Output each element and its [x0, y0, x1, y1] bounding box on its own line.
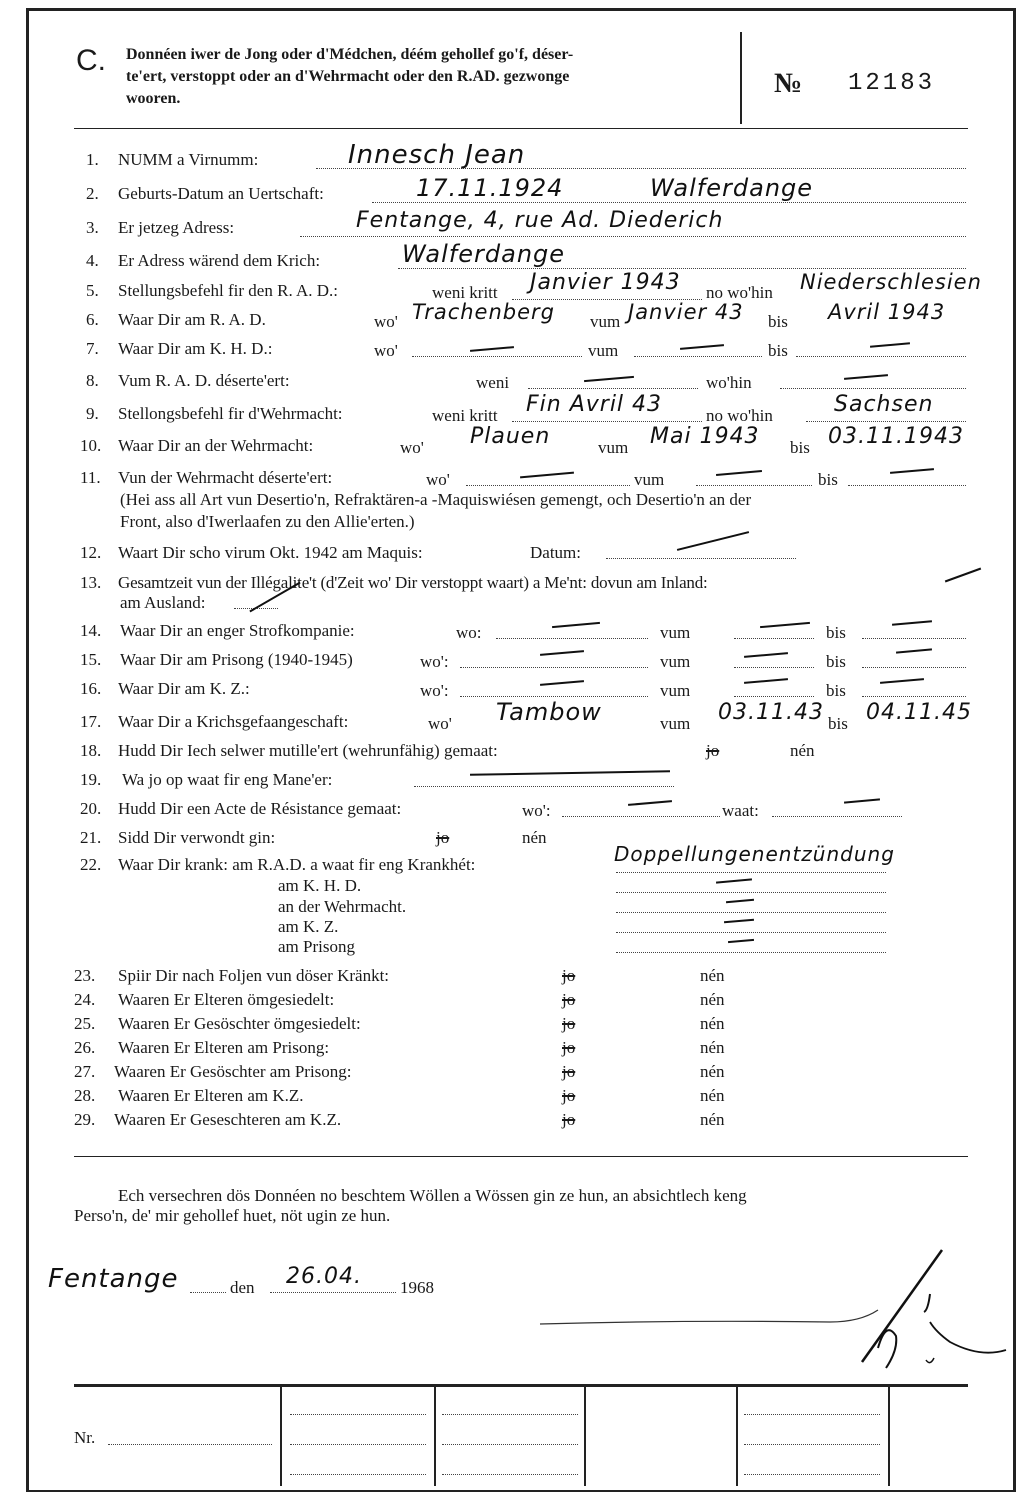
declaration-line2: Perso'n, de' mir gehollef huet, nöt ugin ze hun.: [74, 1206, 391, 1225]
q15-label: Waar Dir am Prisong (1940-1945): [120, 650, 353, 669]
q17-wo: wo': [428, 714, 452, 733]
q14-bis: bis: [826, 623, 846, 642]
q9-weni: weni kritt: [432, 406, 498, 425]
q15-wo-line: [460, 667, 648, 668]
q28-nen: nén: [700, 1086, 725, 1105]
q17-num: 17.: [80, 712, 102, 731]
q10-label: Waar Dir an der Wehrmacht:: [118, 436, 314, 455]
q7-wo: wo': [374, 341, 398, 360]
q22-line: [616, 872, 886, 873]
q26-label: Waaren Er Elteren am Prisong:: [118, 1038, 330, 1057]
q27-jo: jo: [562, 1062, 576, 1081]
footer-cell-5-line3: [744, 1474, 880, 1475]
q10-bis: bis: [790, 438, 810, 457]
q10-bis-value: 03.11.1943: [828, 424, 964, 449]
q9-wohin-value: Sachsen: [834, 392, 934, 417]
q6-bis: bis: [768, 312, 788, 331]
q20-label: Hudd Dir een Acte de Résistance gemaat:: [118, 799, 402, 818]
place-line: [190, 1292, 226, 1293]
q22-kz-line: [616, 932, 886, 933]
header-rule: [74, 128, 968, 129]
q17-bis-value: 04.11.45: [866, 700, 972, 725]
footer-cell-2-line2: [290, 1444, 426, 1445]
q4-answer: Walferdange: [402, 240, 566, 268]
footer-col-3: [584, 1386, 586, 1486]
q10-num: 10.: [80, 436, 102, 455]
q6-num: 6.: [86, 310, 99, 329]
q14-wo: wo:: [456, 623, 482, 642]
footer-cell-3-line2: [442, 1444, 578, 1445]
q18-num: 18.: [80, 741, 102, 760]
q10-vum-value: Mai 1943: [650, 424, 760, 449]
q24-num: 24.: [74, 990, 96, 1009]
q7-bis-line: [796, 356, 966, 357]
signature-year: 1968: [400, 1278, 434, 1297]
section-letter: C.: [76, 44, 106, 77]
footer-col-1: [280, 1386, 282, 1486]
q3-line: [300, 236, 966, 237]
q16-vum: vum: [660, 681, 691, 700]
date-line: [270, 1292, 396, 1293]
q22-sub-wehrmacht: an der Wehrmacht.: [278, 897, 407, 916]
q9-wohin-line: [806, 421, 966, 422]
q19-line: [414, 786, 674, 787]
q20-wo-line: [562, 816, 720, 817]
q12-line: [606, 558, 796, 559]
q16-label: Waar Dir am K. Z.:: [118, 679, 250, 698]
q20-waat: waat:: [722, 801, 759, 820]
q16-bis: bis: [826, 681, 846, 700]
q4-line: [398, 268, 966, 269]
q24-jo: jo: [562, 990, 576, 1009]
q6-vum-value: Janvier 43: [628, 300, 744, 324]
footer-cell-5-line1: [744, 1414, 880, 1415]
q10-wo: wo': [400, 438, 424, 457]
q6-label: Waar Dir am R. A. D.: [118, 310, 266, 329]
q27-nen: nén: [700, 1062, 725, 1081]
q23-label: Spiir Dir nach Foljen vun döser Kränkt:: [118, 966, 390, 985]
footer-top-rule: [74, 1384, 968, 1387]
footer-nr-line: [108, 1444, 272, 1445]
q5-weni: weni kritt: [432, 283, 498, 302]
q15-bis-line: [862, 667, 966, 668]
q12-datum: Datum:: [530, 543, 581, 562]
footer-col-4: [736, 1386, 738, 1486]
q5-num: 5.: [86, 281, 99, 300]
q2-line: [372, 202, 966, 203]
q7-label: Waar Dir am K. H. D.:: [118, 339, 273, 358]
q11-bis-line: [848, 485, 966, 486]
q25-jo: jo: [562, 1014, 576, 1033]
q5-label: Stellungsbefehl fir den R. A. D.:: [118, 281, 339, 300]
q19-label: Wa jo op waat fir eng Mane'er:: [122, 770, 333, 789]
q27-num: 27.: [74, 1062, 96, 1081]
q22-answer: Doppellungenentzündung: [614, 842, 895, 866]
q2-label: Geburts-Datum an Uertschaft:: [118, 184, 324, 203]
q16-wo: wo':: [420, 681, 449, 700]
q16-num: 16.: [80, 679, 102, 698]
q15-wo: wo':: [420, 652, 449, 671]
q22-khd-line: [616, 892, 886, 893]
q22-label: Waar Dir krank: am R.A.D. a waat fir eng Krankhét:: [118, 855, 476, 874]
q29-label: Waaren Er Geseschteren am K.Z.: [114, 1110, 342, 1129]
q7-wo-line: [412, 356, 582, 357]
q23-jo: jo: [562, 966, 576, 985]
q26-nen: nén: [700, 1038, 725, 1057]
q9-wohin: no wo'hin: [706, 406, 773, 425]
q15-num: 15.: [80, 650, 102, 669]
footer-col-2: [434, 1386, 436, 1486]
q17-label: Waar Dir a Krichsgefaangeschaft:: [118, 712, 349, 731]
q5-wohin: no wo'hin: [706, 283, 773, 302]
q4-num: 4.: [86, 251, 99, 270]
q16-wo-line: [460, 696, 648, 697]
q12-label: Waart Dir scho virum Okt. 1942 am Maquis:: [118, 543, 423, 562]
header-title-line1: Donnéen iwer de Jong oder d'Médchen, déém gehollef go'f, déser-: [126, 46, 574, 63]
footer-cell-5-line2: [744, 1444, 880, 1445]
q16-bis-line: [862, 696, 966, 697]
q4-label: Er Adress wärend dem Krich:: [118, 251, 321, 270]
q26-num: 26.: [74, 1038, 96, 1057]
q8-num: 8.: [86, 371, 99, 390]
signature-place: Fentange: [48, 1264, 179, 1294]
q8-label: Vum R. A. D. déserte'ert:: [118, 371, 290, 390]
q12-num: 12.: [80, 543, 102, 562]
q17-wo-value: Tambow: [496, 698, 602, 726]
signature-den: den: [230, 1278, 255, 1297]
q27-label: Waaren Er Gesöschter am Prisong:: [114, 1062, 352, 1081]
q11-bis: bis: [818, 470, 838, 489]
q13-label2: am Ausland:: [120, 593, 206, 612]
q11-num: 11.: [80, 468, 101, 487]
q11-wo-line: [466, 485, 630, 486]
signature: [530, 1240, 1010, 1380]
q17-vum: vum: [660, 714, 691, 733]
footer-cell-2-line1: [290, 1414, 426, 1415]
q1-label: NUMM a Virnumm:: [118, 150, 259, 169]
q14-bis-line: [862, 638, 966, 639]
q2-date: 17.11.1924: [416, 174, 564, 202]
section-rule: [74, 1156, 968, 1157]
q8-weni-line: [528, 388, 698, 389]
q6-vum: vum: [590, 312, 621, 331]
q24-label: Waaren Er Elteren ömgesiedelt:: [118, 990, 335, 1009]
q3-num: 3.: [86, 218, 99, 237]
q2-num: 2.: [86, 184, 99, 203]
q1-num: 1.: [86, 150, 99, 169]
q7-bis: bis: [768, 341, 788, 360]
q23-num: 23.: [74, 966, 96, 985]
q9-num: 9.: [86, 404, 99, 423]
q15-vum-line: [734, 667, 814, 668]
q22-sub-khd: am K. H. D.: [278, 876, 362, 895]
q29-num: 29.: [74, 1110, 96, 1129]
q14-vum: vum: [660, 623, 691, 642]
q11-note-line1: (Hei ass all Art vun Desertio'n, Refraktären-a -Maquiswiésen gemengt, och Desertio'n an der: [120, 490, 752, 509]
q11-wo: wo': [426, 470, 450, 489]
q22-prisong-line: [616, 952, 886, 953]
footer-nr-label: Nr.: [74, 1428, 96, 1447]
q17-vum-value: 03.11.43: [718, 700, 824, 725]
footer-cell-2-line3: [290, 1474, 426, 1475]
declaration-line1: Ech versechren dös Donnéen no beschtem Wöllen a Wössen gin ze hun, an absichtlech keng: [118, 1186, 747, 1205]
q29-nen: nén: [700, 1110, 725, 1129]
q29-jo: jo: [562, 1110, 576, 1129]
q25-label: Waaren Er Gesöschter ömgesiedelt:: [118, 1014, 361, 1033]
q6-wo-value: Trachenberg: [412, 300, 555, 324]
q1-answer: Innesch Jean: [348, 140, 526, 170]
q11-vum-line: [696, 485, 812, 486]
q8-wohin: wo'hin: [706, 373, 752, 392]
q21-jo: jo: [436, 828, 450, 847]
q9-weni-line: [512, 421, 702, 422]
q11-label: Vun der Wehrmacht déserte'ert:: [118, 468, 333, 487]
q22-num: 22.: [80, 855, 102, 874]
q28-label: Waaren Er Elteren am K.Z.: [118, 1086, 304, 1105]
q25-nen: nén: [700, 1014, 725, 1033]
q5-weni-value: Janvier 1943: [530, 270, 681, 295]
q21-num: 21.: [80, 828, 102, 847]
q7-vum: vum: [588, 341, 619, 360]
q11-note-line2: Front, also d'Iwerlaafen zu den Allie'erten.): [120, 512, 415, 531]
q21-nen: nén: [522, 828, 547, 847]
q10-wo-value: Plauen: [470, 424, 551, 449]
q18-jo: jo: [706, 741, 720, 760]
q22-sub-prisong: am Prisong: [278, 937, 355, 956]
header-title-line3: wooren.: [126, 90, 181, 107]
q14-num: 14.: [80, 621, 102, 640]
q15-bis: bis: [826, 652, 846, 671]
q9-label: Stellongsbefehl fir d'Wehrmacht:: [118, 404, 343, 423]
form-number: 12183: [848, 70, 936, 97]
q14-label: Waar Dir an enger Strofkompanie:: [120, 621, 355, 640]
q3-answer: Fentange, 4, rue Ad. Diederich: [356, 208, 724, 233]
q3-label: Er jetzeg Adress:: [118, 218, 235, 237]
number-symbol: №: [774, 68, 803, 99]
q5-wohin-value: Niederschlesien: [800, 270, 982, 294]
q7-vum-line: [634, 356, 762, 357]
q11-vum: vum: [634, 470, 665, 489]
q14-wo-line: [496, 638, 648, 639]
footer-cell-3-line3: [442, 1474, 578, 1475]
q24-nen: nén: [700, 990, 725, 1009]
q14-vum-line: [734, 638, 814, 639]
q13-num: 13.: [80, 573, 102, 592]
q25-num: 25.: [74, 1014, 96, 1033]
q9-weni-value: Fin Avril 43: [526, 392, 663, 417]
q8-weni: weni: [476, 373, 510, 392]
signature-date: 26.04.: [286, 1264, 362, 1289]
footer-cell-3-line1: [442, 1414, 578, 1415]
q23-nen: nén: [700, 966, 725, 985]
q15-vum: vum: [660, 652, 691, 671]
q8-wohin-line: [780, 388, 966, 389]
footer-col-5: [888, 1386, 890, 1486]
q16-vum-line: [734, 696, 814, 697]
q6-bis-value: Avril 1943: [828, 300, 946, 324]
q17-bis: bis: [828, 714, 848, 733]
q18-label: Hudd Dir Iech selwer mutille'ert (wehrunfähig) gemaat:: [118, 741, 498, 760]
header-title-line2: te'ert, verstoppt oder an d'Wehrmacht oder den R.AD. gezwonge: [126, 68, 570, 85]
q28-jo: jo: [562, 1086, 576, 1105]
q10-vum: vum: [598, 438, 629, 457]
q26-jo: jo: [562, 1038, 576, 1057]
q22-sub-kz: am K. Z.: [278, 917, 339, 936]
header-divider: [740, 32, 742, 124]
q28-num: 28.: [74, 1086, 96, 1105]
q21-label: Sidd Dir verwondt gin:: [118, 828, 276, 847]
q7-num: 7.: [86, 339, 99, 358]
q13-label: Gesamtzeit vun der Illégalite't (d'Zeit wo' Dir verstoppt waart) a Me'nt: dovun am Inland:: [118, 573, 708, 592]
q18-nen: nén: [790, 741, 815, 760]
q2-place: Walferdange: [650, 174, 814, 202]
q20-num: 20.: [80, 799, 102, 818]
q19-num: 19.: [80, 770, 102, 789]
q22-wehrmacht-line: [616, 912, 886, 913]
q6-wo: wo': [374, 312, 398, 331]
q20-wo: wo':: [522, 801, 551, 820]
q20-waat-line: [772, 816, 902, 817]
